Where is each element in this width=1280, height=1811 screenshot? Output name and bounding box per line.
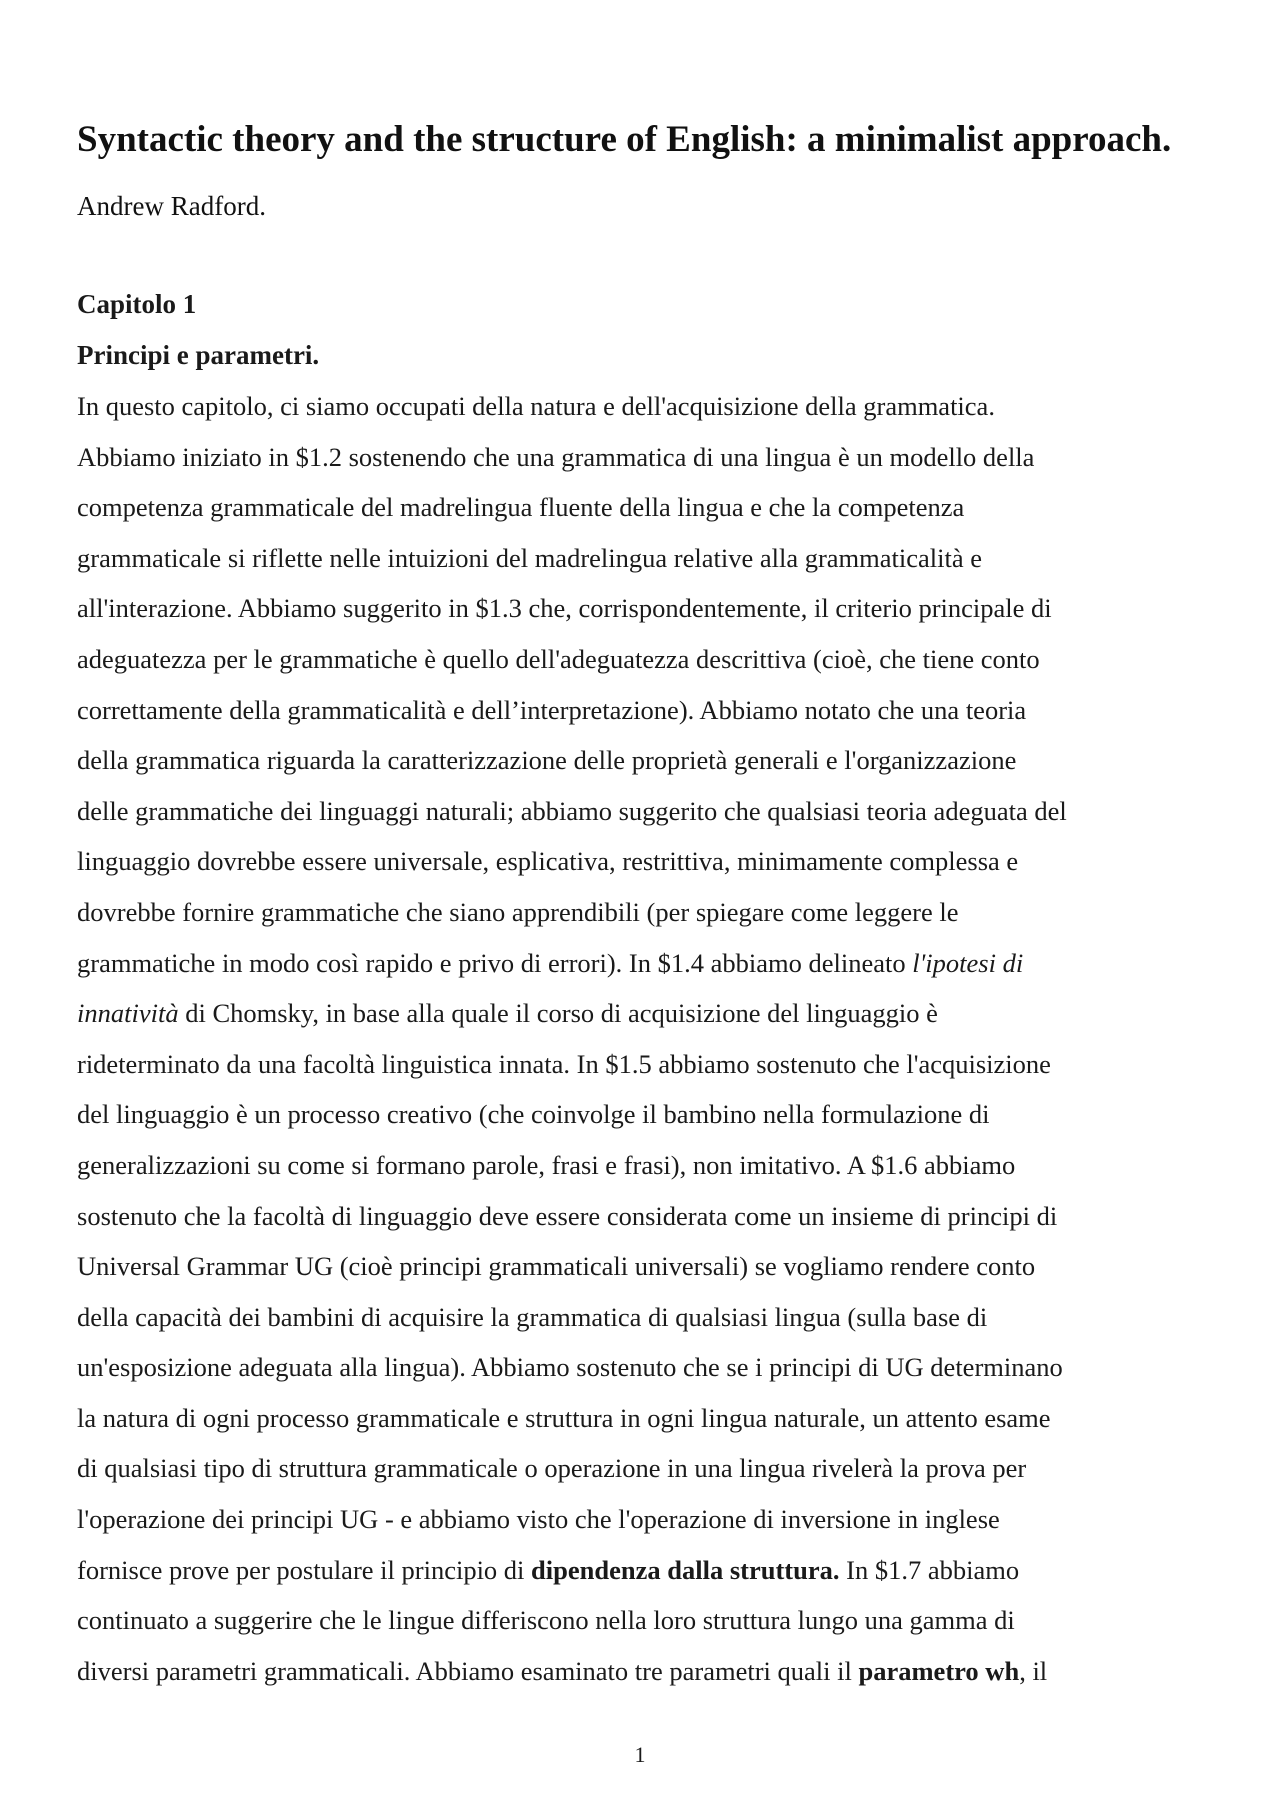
text-segment: In $1.7 abbiamo	[839, 1554, 1020, 1585]
text-segment: della capacità dei bambini di acquisire la grammatica di qualsiasi lingua (sulla base di	[77, 1301, 988, 1332]
bold-term: parametro wh	[858, 1655, 1020, 1686]
text-segment: delle grammatiche dei linguaggi naturali; abbiamo suggerito che qualsiasi teoria adeguata del	[77, 795, 1067, 826]
text-line	[77, 1595, 1217, 1646]
text-segment: grammatiche in modo così rapido e privo di errori). In $1.4 abbiamo delineato	[77, 947, 913, 978]
text-segment: generalizzazioni su come si formano parole, frasi e frasi), non imitativo. A $1.6 abbiamo	[77, 1149, 1016, 1180]
text-line	[77, 1494, 1217, 1545]
text-line	[77, 887, 1217, 938]
author-name: Andrew Radford.	[77, 191, 266, 221]
text-line	[77, 1191, 1217, 1242]
text-segment: fornisce prove per postulare il principio di	[77, 1554, 532, 1585]
text-line	[77, 1393, 1217, 1444]
text-line	[77, 1342, 1217, 1393]
bold-term: dipendenza dalla struttura.	[531, 1554, 840, 1585]
text-line	[77, 432, 1217, 483]
text-line	[77, 938, 1217, 989]
text-segment: In questo capitolo, ci siamo occupati della natura e dell'acquisizione della grammatica.	[77, 391, 995, 421]
text-segment: sostenuto che la facoltà di linguaggio deve essere considerata come un insieme di principi di	[77, 1200, 1058, 1231]
text-line	[77, 786, 1217, 837]
text-segment: correttamente della grammaticalità e dell’interpretazione). Abbiamo notato che una teoria	[77, 694, 1027, 725]
title-text: Syntactic theory and the structure of English: a minimalist approach.	[77, 119, 1172, 160]
chapter-number: Capitolo 1	[77, 289, 197, 319]
text-segment: diversi parametri grammaticali. Abbiamo esaminato tre parametri quali il	[77, 1655, 859, 1686]
text-line	[77, 685, 1217, 736]
text-segment: un'esposizione adeguata alla lingua). Abbiamo sostenuto che se i principi di UG determinano	[77, 1352, 1063, 1383]
text-segment: della grammatica riguarda la caratterizzazione delle proprietà generali e l'organizzazione	[77, 745, 1017, 776]
text-line	[77, 1443, 1217, 1494]
text-segment: linguaggio dovrebbe essere universale, esplicativa, restrittiva, minimamente complessa e	[77, 846, 1019, 877]
text-line	[77, 583, 1217, 634]
text-line	[77, 1545, 1217, 1596]
text-segment: di Chomsky, in base alla quale il corso di acquisizione del linguaggio è	[178, 998, 938, 1029]
text-line	[77, 634, 1217, 685]
text-segment: adeguatezza per le grammatiche è quello dell'adeguatezza descrittiva (cioè, che tiene conto	[77, 643, 1040, 674]
text-line	[77, 1089, 1217, 1140]
text-line	[77, 1292, 1217, 1343]
text-segment: , il	[1019, 1655, 1048, 1686]
text-line	[77, 1241, 1217, 1292]
text-line	[77, 836, 1217, 887]
text-line	[77, 735, 1217, 786]
text-segment: dovrebbe fornire grammatiche che siano apprendibili (per spiegare come leggere le	[77, 896, 959, 927]
text-segment: la natura di ogni processo grammaticale e struttura in ogni lingua naturale, un attento esame	[77, 1402, 1051, 1433]
text-segment: all'interazione. Abbiamo suggerito in $1.3 che, corrispondentemente, il criterio principale di	[77, 593, 1052, 624]
text-segment: Universal Grammar UG (cioè principi grammaticali universali) se vogliamo rendere conto	[77, 1251, 1036, 1282]
text-segment: continuato a suggerire che le lingue differiscono nella loro struttura lungo una gamma di	[77, 1605, 1015, 1636]
text-line	[77, 482, 1217, 533]
chapter-title: Principi e parametri.	[77, 340, 320, 370]
body-paragraph	[77, 381, 1217, 1696]
text-line	[77, 533, 1217, 584]
text-segment: del linguaggio è un processo creativo (che coinvolge il bambino nella formulazione di	[77, 1099, 990, 1130]
text-segment: competenza grammaticale del madrelingua fluente della lingua e che la competenza	[77, 492, 965, 523]
text-line	[77, 1039, 1217, 1090]
text-segment: grammaticale si riflette nelle intuizioni del madrelingua relative alla grammaticalità e	[77, 542, 983, 573]
text-segment: Abbiamo iniziato in $1.2 sostenendo che una grammatica di una lingua è un modello della	[77, 441, 1035, 472]
text-segment: l'operazione dei principi UG - e abbiamo visto che l'operazione di inversione in inglese	[77, 1504, 1000, 1535]
page-number: 1	[634, 1742, 646, 1767]
italic-term: l'ipotesi di	[912, 947, 1024, 978]
text-segment: di qualsiasi tipo di struttura grammaticale o operazione in una lingua rivelerà la prova per	[77, 1453, 1027, 1484]
text-line	[77, 1140, 1217, 1191]
text-line	[77, 1646, 1217, 1697]
text-segment: rideterminato da una facoltà linguistica innata. In $1.5 abbiamo sostenuto che l'acquisizione	[77, 1048, 1051, 1079]
text-line	[77, 381, 1217, 432]
document-title	[77, 108, 1207, 238]
italic-term: innatività	[77, 998, 179, 1029]
text-line	[77, 988, 1217, 1039]
